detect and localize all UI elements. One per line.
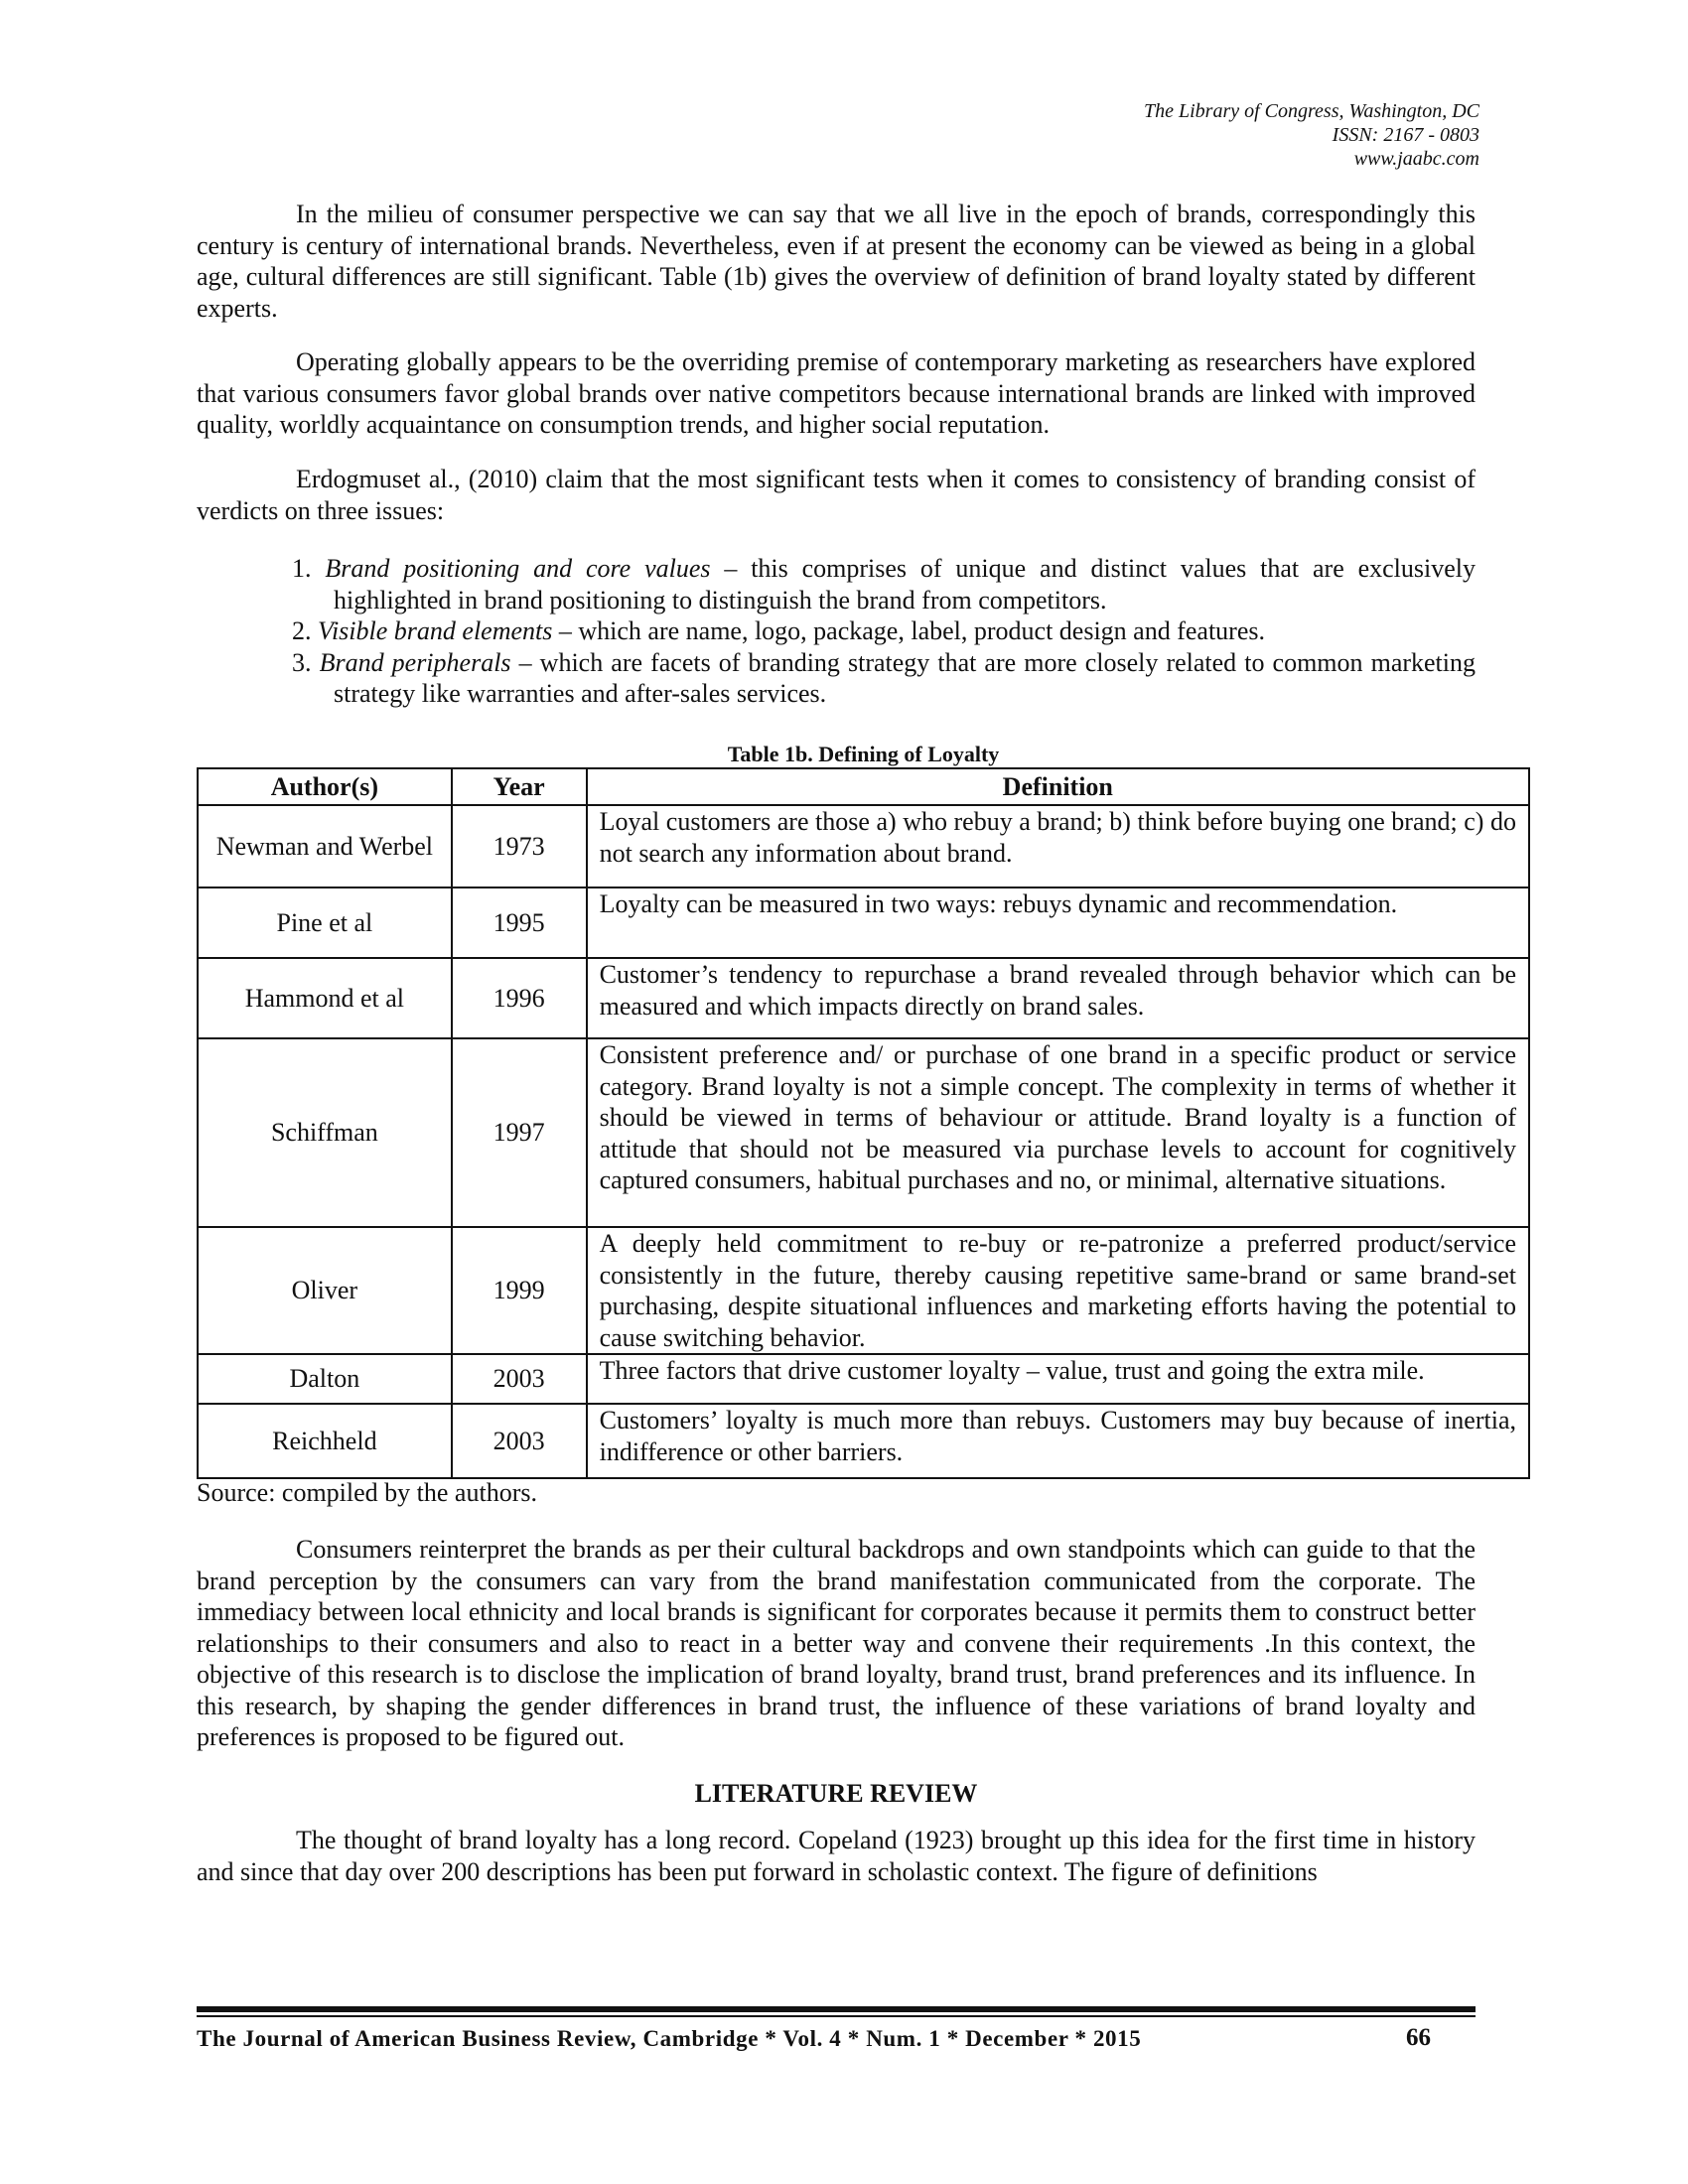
table-row xyxy=(198,1404,1529,1478)
list-item xyxy=(197,647,1476,710)
numbered-list xyxy=(197,553,1476,710)
running-head xyxy=(1144,99,1479,171)
paragraph-3-block xyxy=(197,464,1476,526)
cell-definition: Loyal customers are those a) who rebuy a brand; b) think before buying one brand; c) do not search any information about brand. xyxy=(587,805,1529,887)
column-header-year: Year xyxy=(452,768,587,805)
paragraph: Consumers reinterpret the brands as per their cultural backdrops and own standpoints which can guide to that the brand perception by the consumers can vary from the brand manifestation communicated from the corporate. The immediacy between local ethnicity and local brands is significant for corporates because it permits them to construct better relationships to their consumers and also to react in a better way and convene their requirements .In this context, the objective of this research is to disclose the implication of brand loyalty, brand trust, brand preferences and its influence. In this research, by shaping the gender differences in brand trust, the influence of these variations of brand loyalty and preferences is proposed to be figured out. xyxy=(197,1535,1476,1751)
list-text: – which are name, logo, package, label, product design and features. xyxy=(552,616,1265,645)
cell-definition: Customers’ loyalty is much more than rebuys. Customers may buy because of inertia, indifference or other barriers. xyxy=(587,1404,1529,1478)
cell-author: Reichheld xyxy=(198,1404,452,1478)
footer-rule xyxy=(197,2006,1476,2012)
paragraph-2-block xyxy=(197,346,1476,441)
table-header-row xyxy=(198,768,1529,805)
running-head-line: ISSN: 2167 - 0803 xyxy=(1332,124,1479,146)
footer-journal-citation: The Journal of American Business Review, Cambridge * Vol. 4 * Num. 1 * December * 2015 xyxy=(197,2026,1142,2051)
table-row xyxy=(198,1038,1529,1227)
paragraph-5-block xyxy=(197,1825,1476,1887)
list-item xyxy=(197,615,1476,647)
list-number: 2. xyxy=(292,616,312,645)
table-row xyxy=(198,805,1529,887)
table-row xyxy=(198,887,1529,958)
cell-author: Oliver xyxy=(198,1227,452,1354)
section-heading: LITERATURE REVIEW xyxy=(694,1779,978,1808)
paragraph: Erdogmuset al., (2010) claim that the most significant tests when it comes to consistency of branding consist of verdicts on three issues: xyxy=(197,465,1476,525)
list-term: Visible brand elements xyxy=(318,616,553,645)
loyalty-definitions-table xyxy=(197,767,1530,1479)
cell-year: 1995 xyxy=(452,887,587,958)
table-row xyxy=(198,1354,1529,1404)
list-number: 1. xyxy=(292,554,312,583)
column-header-definition: Definition xyxy=(587,768,1529,805)
column-header-author: Author(s) xyxy=(198,768,452,805)
table-caption: Table 1b. Defining of Loyalty xyxy=(727,742,1000,766)
cell-definition: Loyalty can be measured in two ways: rebuys dynamic and recommendation. xyxy=(587,887,1529,958)
list-text: – this comprises of unique and distinct values that are exclusively highlighted in brand positioning to distinguish the brand from competitors. xyxy=(334,554,1477,614)
cell-year: 1996 xyxy=(452,958,587,1038)
cell-definition: Three factors that drive customer loyalty – value, trust and going the extra mile. xyxy=(587,1354,1529,1404)
table-source-note: Source: compiled by the authors. xyxy=(197,1478,537,1507)
table-row xyxy=(198,958,1529,1038)
list-text: – which are facets of branding strategy that are more closely related to common marketing strategy like warranties and after-sales services. xyxy=(334,647,1476,708)
cell-author: Hammond et al xyxy=(198,958,452,1038)
list-term: Brand positioning and core values xyxy=(325,554,711,583)
cell-year: 1973 xyxy=(452,805,587,887)
cell-author: Dalton xyxy=(198,1354,452,1404)
cell-year: 2003 xyxy=(452,1354,587,1404)
running-head-line: The Library of Congress, Washington, DC xyxy=(1143,100,1479,122)
list-number: 3. xyxy=(292,647,312,677)
paragraph: Operating globally appears to be the overriding premise of contemporary marketing as researchers have explored that various consumers favor global brands over native competitors because international brands are linked with improved quality, worldly acquaintance on consumption trends, and higher social reputation. xyxy=(197,347,1476,439)
list-item xyxy=(197,553,1476,615)
footer-rule xyxy=(197,2015,1476,2017)
cell-author: Pine et al xyxy=(198,887,452,958)
cell-author: Newman and Werbel xyxy=(198,805,452,887)
cell-definition: Consistent preference and/ or purchase of one brand in a specific product or service category. Brand loyalty is not a simple concept. The complexity in terms of whether it should be viewed in terms of behaviour or attitude. Brand loyalty is a function of attitude that should not be measured via purchase levels to account for cognitively captured consumers, habitual purchases and no, or minimal, alternative situations. xyxy=(587,1038,1529,1227)
paragraph-1-block xyxy=(197,199,1476,324)
list-term: Brand peripherals xyxy=(319,647,511,677)
cell-year: 1997 xyxy=(452,1038,587,1227)
page-number: 66 xyxy=(1406,2024,1431,2051)
cell-author: Schiffman xyxy=(198,1038,452,1227)
cell-definition: A deeply held commitment to re-buy or re-patronize a preferred product/service consistently in the future, thereby causing repetitive same-brand or same brand-set purchasing, despite situational influences and marketing efforts having the potential to cause switching behavior. xyxy=(587,1227,1529,1354)
cell-year: 2003 xyxy=(452,1404,587,1478)
running-head-line: www.jaabc.com xyxy=(1353,148,1479,170)
paragraph-4-block xyxy=(197,1534,1476,1753)
paragraph: In the milieu of consumer perspective we can say that we all live in the epoch of brands, correspondingly this century is century of international brands. Nevertheless, even if at present the economy can be viewed as being in a global age, cultural differences are still significant. Table (1b) gives the overview of definition of brand loyalty stated by different experts. xyxy=(197,200,1476,323)
paragraph: The thought of brand loyalty has a long record. Copeland (1923) brought up this idea for the first time in history and since that day over 200 descriptions has been put forward in scholastic context. The figure of definitions xyxy=(197,1826,1476,1886)
table-row xyxy=(198,1227,1529,1354)
cell-year: 1999 xyxy=(452,1227,587,1354)
cell-definition: Customer’s tendency to repurchase a brand revealed through behavior which can be measured and which impacts directly on brand sales. xyxy=(587,958,1529,1038)
